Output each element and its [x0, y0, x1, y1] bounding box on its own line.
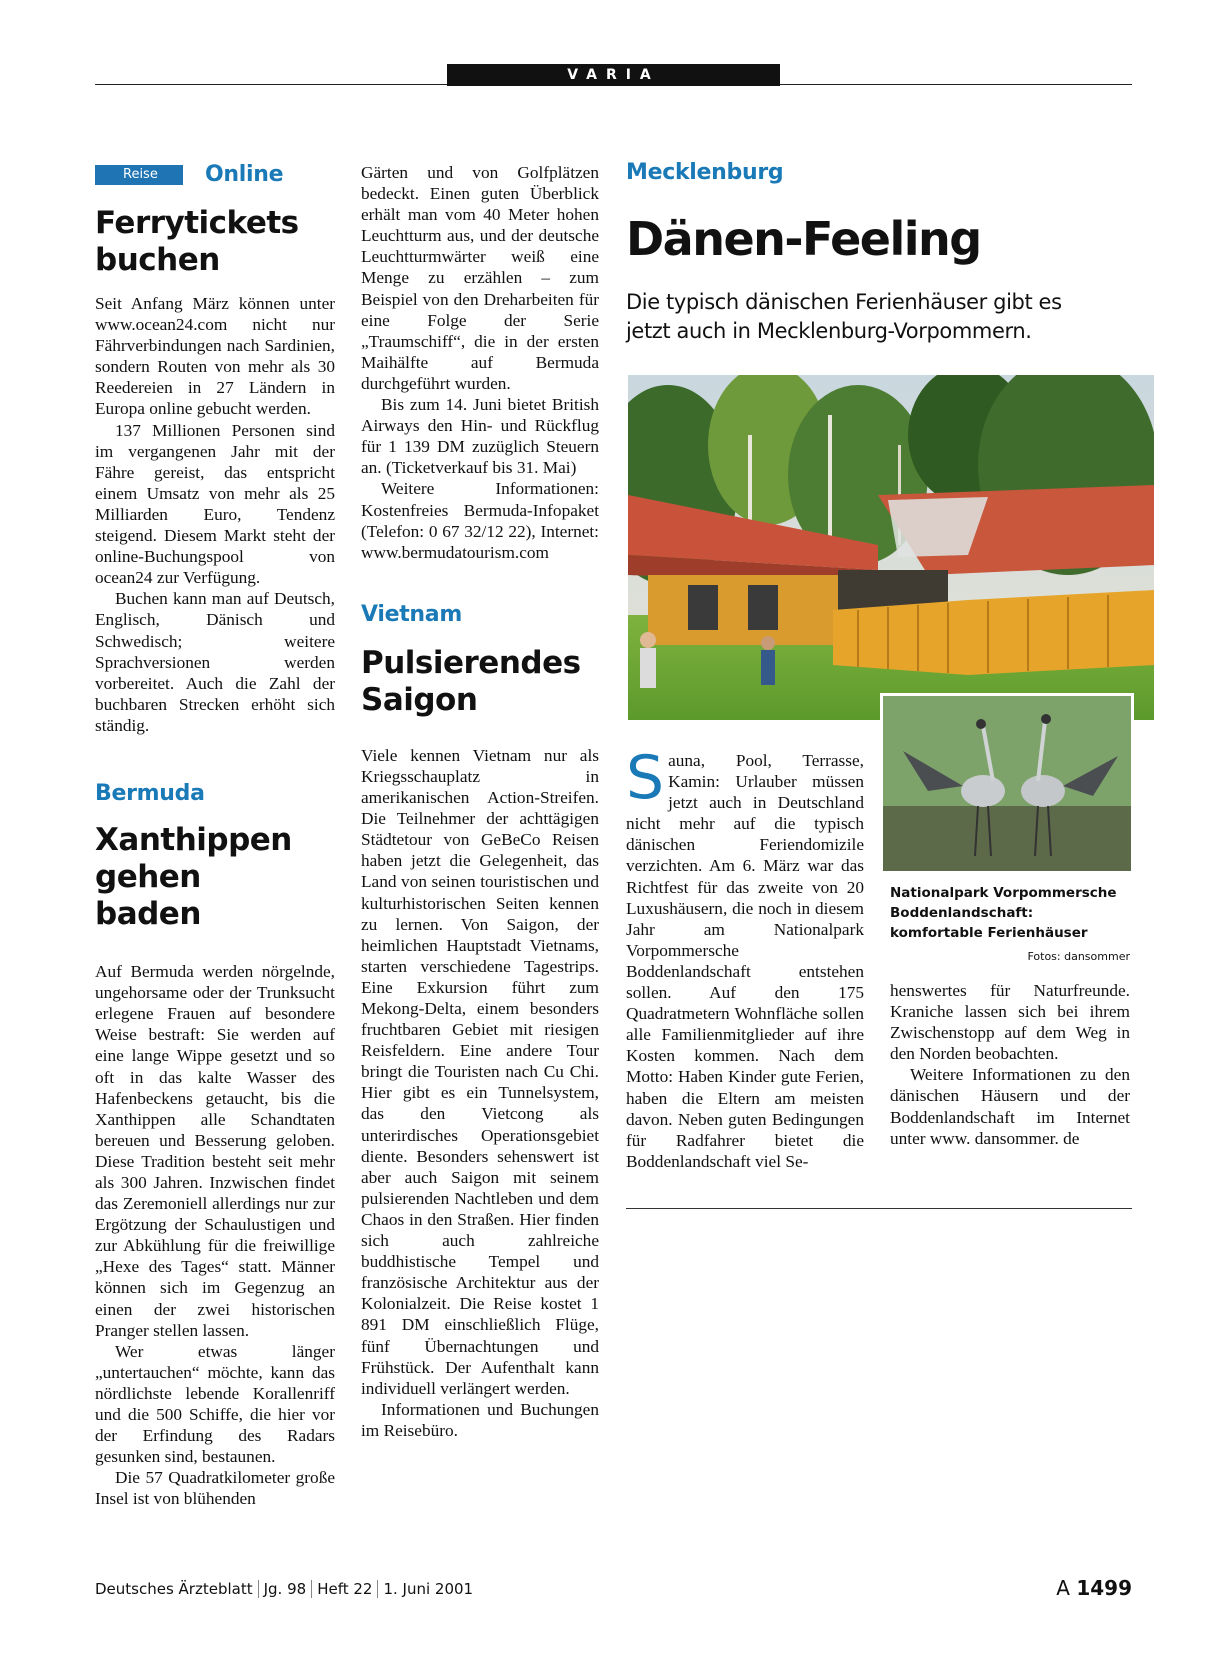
article-mecklenburg: [626, 743, 864, 1172]
house-illustration: [628, 375, 1154, 720]
paragraph: Viele kennen Vietnam nur als Kriegsschauplatz in amerikanischen Action-Streifen. Die Teilnehmer der achttägigen Städtetour von GeBeCo Reisen haben jetzt die Gelegenheit, das Land von seinen touristischen und kulturhistorischen Seiten kennen zu lernen. Von Saigon, der heimlichen Hauptstadt Vietnams, starten verschiedene Tagestrips. Eine Exkursion führt zum Mekong-Delta, einem besonders fruchtbaren Gebiet mit riesigen Reisfeldern. Eine andere Tour bringt die Touristen nach Cu Chi. Hier gibt es ein Tunnelsystem, das den Vietcong als unterirdisches Operationsgebiet diente. Besonders sehenswert ist aber auch Saigon mit seinem pulsierenden Nachtleben und dem Chaos in den Straßen. Hier finden sich auch zahlreiche buddhistische Tempel und französische Architektur aus der Kolonialzeit. Die Reise kostet 1 891 DM einschließlich Flüge, fünf Übernachtungen und Frühstück. Der Aufenthalt kann individuell verlängert werden.: [361, 745, 599, 1398]
kicker-bermuda: Bermuda: [95, 781, 205, 807]
issue: Heft 22: [317, 1580, 373, 1598]
volume: Jg. 98: [263, 1580, 307, 1598]
paragraph: Wer etwas länger „untertauchen“ möchte, kann das nördlichste lebende Korallenriff und die 500 Schiffe, die hier vor der Erfindung des Radars gesunken sind, bestaunen.: [95, 1341, 335, 1467]
page-prefix: A: [1056, 1576, 1070, 1600]
cranes-illustration: [883, 696, 1131, 871]
author-signature: [318, 736, 335, 737]
article-mecklenburg-continued: [890, 980, 1130, 1150]
photo-credit: Fotos: dansommer: [1027, 950, 1130, 963]
paragraph: Seit Anfang März können unter www.ocean24.com nicht nur Fährverbindungen nach Sardinien, sondern Routen von mehr als 30 Reedereien in 27 Ländern in Europa online gebucht werden.: [95, 294, 335, 419]
date: 1. Juni 2001: [383, 1580, 474, 1598]
column-1: [95, 162, 335, 1510]
paragraph: Die 57 Quadratkilometer große Insel ist von blühenden: [95, 1468, 335, 1509]
paragraph: Weitere Informationen: Kostenfreies Bermuda-Infopaket (Telefon: 0 67 32/12 22), Internet: www.bermudatourism.com: [361, 479, 599, 562]
column-2: [361, 162, 599, 1442]
photo-caption: [890, 883, 1130, 967]
section-tag: Reise: [95, 165, 183, 185]
headline-xanthippen: Xanthippen gehen baden: [95, 822, 292, 933]
journal-name: Deutsches Ärzteblatt: [95, 1580, 253, 1598]
headline-ferrytickets: Ferrytickets buchen: [95, 205, 299, 278]
page-number: 1499: [1076, 1576, 1132, 1600]
headline-saigon: Pulsierendes Saigon: [361, 644, 581, 718]
headline-daenen-feeling: Dänen-Feeling: [626, 212, 981, 266]
paragraph: Informationen und Buchungen im Reisebüro.: [361, 1399, 599, 1440]
separator: [377, 1580, 378, 1598]
paragraph: Gärten und von Golfplätzen bedeckt. Einen guten Überblick erhält man vom 40 Meter hohen Leuchtturm aus, und der deutsche Leuchtturmwärter weiß eine Menge zu erzählen – zum Beispiel von den Dreharbeiten für eine Folge der Serie „Traumschiff“, die in der ersten Maihälfte auf Bermuda durchgeführt wurden.: [361, 163, 599, 393]
photo-kraniche: [880, 693, 1134, 874]
author-signature: [581, 563, 599, 564]
article-vietnam: [361, 745, 599, 1442]
photo-ferienhaus: [628, 375, 1154, 720]
kicker-mecklenburg: Mecklenburg: [626, 160, 784, 185]
paragraph: henswertes für Naturfreunde. Kraniche lassen sich bei ihrem Zwischenstopp auf dem Weg in den Norden beobachten.: [890, 981, 1130, 1064]
article-bermuda-continued: [361, 162, 599, 564]
paragraph: 137 Millionen Personen sind im vergangenen Jahr mit der Fähre gereist, das entspricht einem Umsatz von mehr als 25 Milliarden Euro, Tendenz steigend. Diesem Markt steht der online-Buchungspool von ocean24 zur Verfügung.: [95, 420, 335, 588]
kicker-online: Online: [205, 162, 284, 187]
paragraph: Auf Bermuda werden nörgelnde, ungehorsame oder der Trunksucht erlegene Frauen auf besondere Weise bestraft: Sie werden auf eine lange Wippe gesetzt und so oft in das kalte Wasser des Hafenbeckens getaucht, bis die Xanthippen alle Schandtaten bereuen und Besserung geloben. Diese Tradition besteht seit mehr als 300 Jahren. Inzwischen findet das Zeremoniell allerdings nur zur Ergötzung der Schaulustigen und zur Abkühlung für die freiwillige „Hexe des Tages“ statt. Männer können sich im Gegenzug an einen der zwei historischen Pranger stellen lassen.: [95, 962, 335, 1340]
author-signature: [1107, 1149, 1130, 1150]
article-ferrytickets: [95, 293, 335, 737]
footer-info: [95, 1580, 473, 1598]
paragraph: Weitere Informationen zu den dänischen Häusern und der Boddenlandschaft im Internet unter www. dansommer. de: [890, 1065, 1130, 1148]
author-signature: [576, 1441, 599, 1442]
page-number-block: [1056, 1576, 1132, 1600]
paragraph: Buchen kann man auf Deutsch, Englisch, Dänisch und Schwedisch; weitere Sprachversionen werden vorbereitet. Auch die Zahl der buchbaren Strecken erhöht sich ständig.: [95, 589, 335, 735]
kicker-vietnam: Vietnam: [361, 601, 462, 627]
section-label: VARIA: [447, 64, 780, 86]
dropcap: S: [626, 743, 665, 813]
subheadline: Die typisch dänischen Ferienhäuser gibt es jetzt auch in Mecklenburg-Vorpommern.: [626, 290, 1062, 343]
caption-text: Nationalpark Vorpommersche Boddenlandschaft: komfortable Ferienhäuser: [890, 885, 1117, 941]
separator: [258, 1580, 259, 1598]
separator: [311, 1580, 312, 1598]
paragraph: auna, Pool, Terrasse, Kamin: Urlauber müssen jetzt auch in Deutschland nicht mehr auf die typisch dänischen Feriendomizile verzichten. Am 6. März war das Richtfest für das zweite von 20 Luxushäusern, die noch in diesem Jahr am Nationalpark Vorpommersche Boddenlandschaft entstehen sollen. Auf den 175 Quadratmetern Wohnfläche sollen alle Familienmitglieder auf ihre Kosten kommen. Nach dem Motto: Haben Kinder gute Ferien, haben die Eltern am meisten davon. Neben guten Bedingungen für Radfahrer bietet die Boddenlandschaft viel Se-: [626, 751, 864, 1171]
paragraph: Bis zum 14. Juni bietet British Airways den Hin- und Rückflug für 1 139 DM zuzüglich Steuern an. (Ticketverkauf bis 31. Mai): [361, 395, 599, 478]
article-bermuda: [95, 961, 335, 1509]
section-end-rule: [626, 1208, 1132, 1209]
